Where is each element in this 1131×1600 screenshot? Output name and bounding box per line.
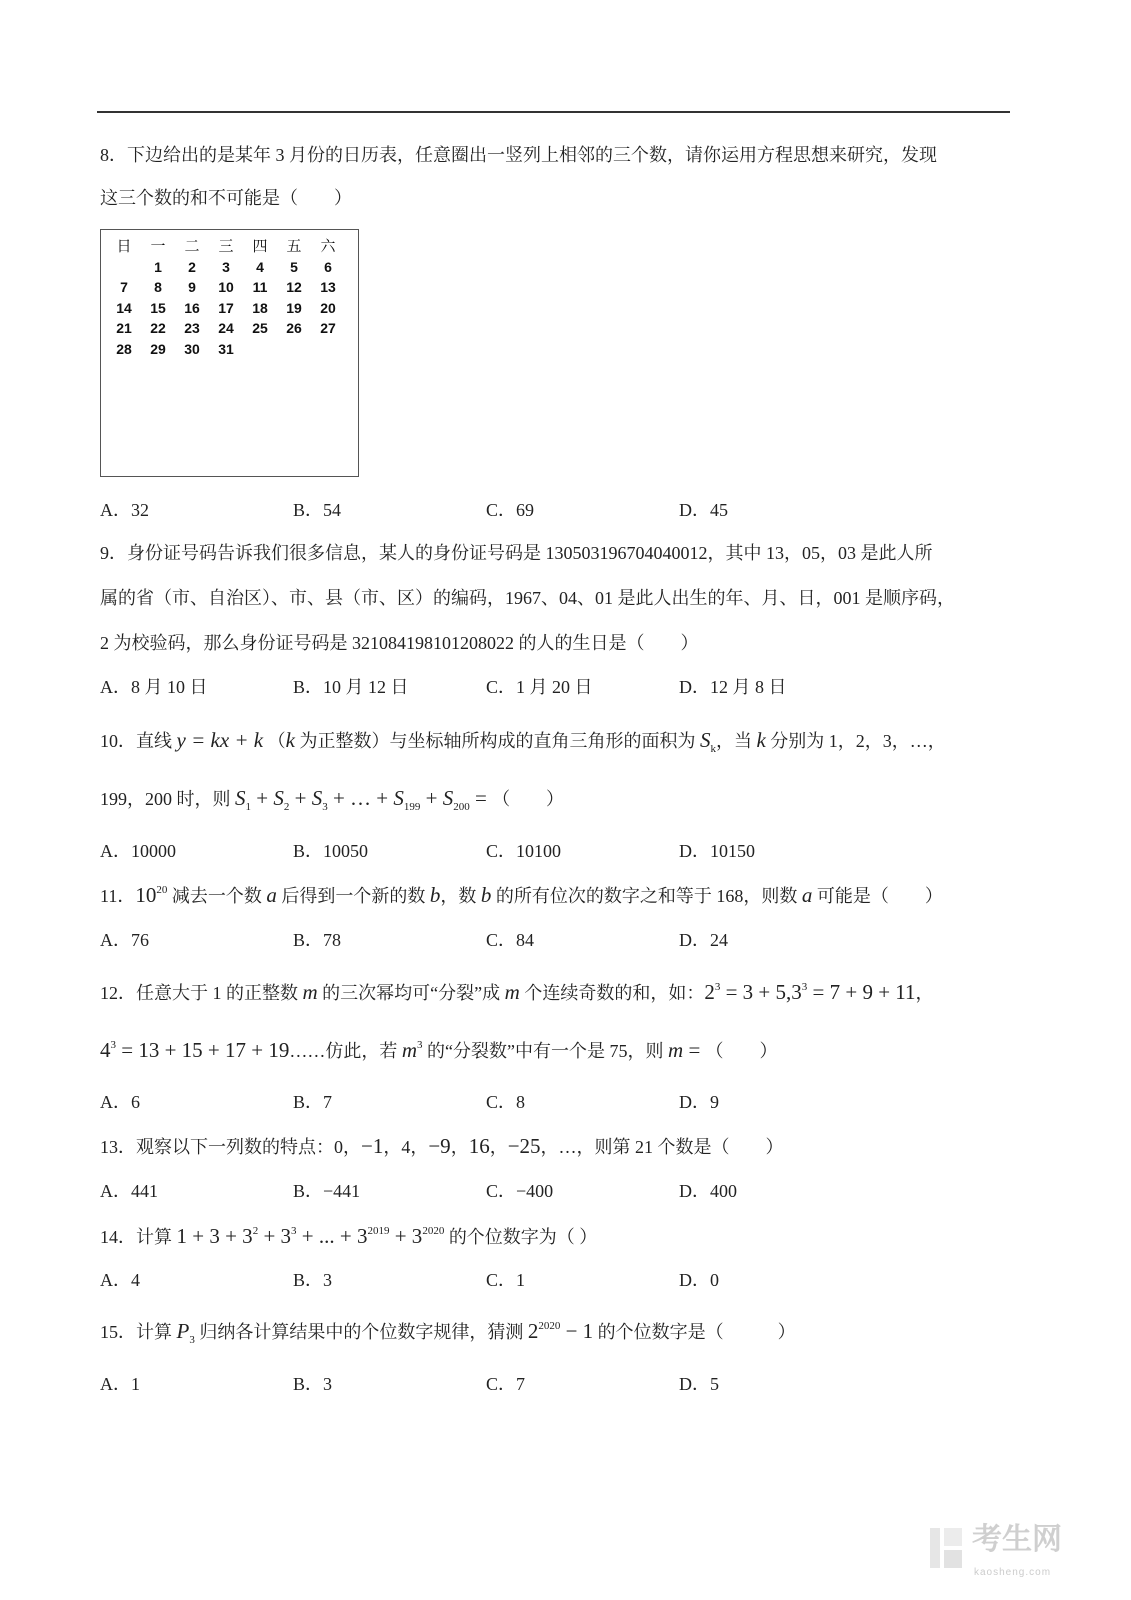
math-expression: + [251, 786, 274, 810]
question-text: 后得到一个新的数 [276, 886, 430, 906]
option-d: D．45 [679, 500, 728, 520]
math-expression: $S_2$ [273, 786, 290, 813]
question-text: 9．身份证号码告诉我们很多信息，某人的身份证号码是 130503196704040012，其中 13，05，03 是此人所 [100, 543, 933, 563]
option-d: D．400 [679, 1181, 737, 1201]
calendar-day: 24 [218, 320, 234, 337]
calendar-day: 28 [116, 340, 132, 357]
math-expression: m [668, 1038, 684, 1062]
option-b: B．54 [293, 500, 342, 520]
question-12-line [100, 980, 934, 1005]
question-text: ， [915, 983, 934, 1003]
math-expression: $S_3$ [311, 786, 328, 813]
question-text: ，4， [383, 1137, 429, 1157]
question-text: 11． [100, 886, 136, 906]
option-b: B．10050 [293, 841, 369, 861]
question-text: 减去一个数 [167, 886, 267, 906]
math-expression: b [429, 883, 441, 907]
question-text: 2 为校验码，那么身份证号码是 321084198101208022 的人的生日是（ ） [100, 633, 699, 653]
calendar-day: 31 [218, 340, 234, 357]
math-expression: −9 [428, 1134, 451, 1158]
math-expression: 16 [468, 1134, 490, 1158]
math-expression: $S_{200}$ [442, 786, 470, 813]
watermark-url: kaosheng.com [974, 1567, 1052, 1578]
calendar-day: 23 [184, 320, 200, 337]
option-a: A．4 [100, 1270, 140, 1290]
option-c: C．1 月 20 日 [486, 677, 593, 697]
math-expression: m [302, 980, 318, 1004]
question-text: 14．计算 [100, 1227, 177, 1247]
calendar-day: 12 [286, 279, 302, 296]
option-a: A．1 [100, 1374, 140, 1394]
calendar-day: 17 [218, 299, 234, 316]
question-text: 的个位数字是（ ） [593, 1322, 796, 1342]
question-text: ，…，则第 21 个数是（ ） [540, 1137, 784, 1157]
superscript: 2019 [367, 1225, 390, 1237]
question-text: 可能是（ ） [812, 886, 943, 906]
math-expression: k [285, 728, 295, 752]
option-d: D．9 [679, 1092, 719, 1112]
math-expression: $P_3$ [176, 1319, 195, 1346]
option-c: C．1 [486, 1270, 526, 1290]
subscript: 3 [189, 1334, 195, 1346]
question-8-line [100, 186, 352, 210]
subscript: 1 [245, 801, 251, 813]
calendar-day: 8 [154, 279, 162, 296]
option-b: B．78 [293, 930, 342, 950]
math-expression: $2^{2020}$ [527, 1319, 561, 1343]
calendar-weekday: 一 [150, 237, 166, 255]
calendar-day: 10 [218, 279, 234, 296]
calendar-day: 7 [120, 279, 128, 296]
superscript: 2020 [422, 1225, 445, 1237]
question-11-line [100, 883, 943, 908]
calendar-day: 18 [252, 299, 268, 316]
calendar-weekday: 二 [184, 237, 200, 255]
question-text: ， [489, 1137, 508, 1157]
option-a: A．10000 [100, 841, 176, 861]
option-b: B．3 [293, 1374, 333, 1394]
question-13-line [100, 1134, 784, 1159]
option-d: D．10150 [679, 841, 755, 861]
calendar-day: 20 [320, 299, 336, 316]
math-expression: a [266, 883, 277, 907]
superscript: 3 [801, 981, 808, 993]
math-expression: + [289, 786, 312, 810]
question-text: （ ） [705, 1041, 778, 1061]
calendar-day: 15 [150, 299, 166, 316]
calendar-day [311, 339, 345, 360]
superscript: 2020 [538, 1320, 561, 1332]
superscript: 3 [110, 1039, 116, 1051]
calendar-table [100, 229, 359, 477]
question-text: ， [450, 1137, 469, 1157]
math-expression: −25 [507, 1134, 541, 1158]
question-10-line [100, 728, 946, 753]
question-text: （ ） [492, 789, 565, 809]
question-text: 归纳各计算结果中的个位数字规律，猜测 [194, 1322, 528, 1342]
option-a: A．441 [100, 1181, 158, 1201]
question-text: 的个位数字为（ ） [444, 1227, 598, 1247]
question-text: 为正整数）与坐标轴所构成的直角三角形的面积为 [294, 731, 700, 751]
math-expression: $2^3$ [704, 980, 721, 1004]
math-expression: + [420, 786, 443, 810]
question-text: 属的省（市、自治区）、市、县（市、区）的编码，1967、04、01 是此人出生的年、月、日，001 是顺序码， [100, 588, 955, 608]
calendar-day: 26 [286, 320, 302, 337]
question-text: ，数 [440, 886, 481, 906]
calendar-day: 4 [256, 258, 264, 275]
math-expression: y = kx + k [176, 728, 264, 752]
calendar-day [243, 339, 277, 360]
logo-icon [928, 1526, 964, 1570]
calendar-day: 11 [252, 279, 268, 296]
question-text: 的所有位次的数字之和等于 168，则数 [491, 886, 802, 906]
option-b: B．3 [293, 1270, 333, 1290]
option-b: B．−441 [293, 1181, 361, 1201]
math-expression: $m^3$ [401, 1038, 423, 1062]
math-expression: $S_{199}$ [393, 786, 421, 813]
question-text: 13．观察以下一列数的特点：0， [100, 1137, 361, 1157]
option-a: A．32 [100, 500, 149, 520]
math-expression: $10^{20}$ [135, 883, 168, 907]
superscript: 20 [156, 884, 168, 896]
calendar-day: 27 [320, 320, 336, 337]
calendar-grid [107, 236, 345, 360]
calendar-weekday: 五 [286, 237, 302, 255]
option-d: D．24 [679, 930, 728, 950]
question-text: ……仿此，若 [289, 1041, 402, 1061]
option-c: C．7 [486, 1374, 526, 1394]
question-14-line [100, 1224, 597, 1249]
calendar-weekday: 三 [218, 237, 234, 255]
option-a: A．76 [100, 930, 149, 950]
math-expression [367, 1224, 389, 1248]
calendar-day: 30 [184, 340, 200, 357]
calendar-day: 21 [116, 320, 132, 337]
question-12-line [100, 1038, 778, 1063]
calendar-day: 5 [290, 258, 298, 275]
calendar-day: 22 [150, 320, 166, 337]
header-rule [97, 111, 1010, 113]
watermark-logo [928, 1522, 1098, 1586]
calendar-day [107, 257, 141, 278]
math-expression: $S_k$ [699, 728, 716, 755]
math-expression [422, 1224, 444, 1248]
math-expression: − 1 [560, 1319, 594, 1343]
superscript: 3 [714, 981, 721, 993]
subscript: 200 [453, 801, 470, 813]
math-expression: + ... + 3 [296, 1224, 368, 1248]
question-text: 15．计算 [100, 1322, 177, 1342]
math-expression: = [469, 786, 493, 810]
math-expression: k [756, 728, 766, 752]
option-c: C．10100 [486, 841, 562, 861]
calendar-day: 25 [252, 320, 268, 337]
subscript: 2 [283, 801, 290, 813]
option-c: C．69 [486, 500, 535, 520]
question-10-line [100, 786, 564, 811]
question-9-line [100, 541, 933, 565]
option-c: C．−400 [486, 1181, 554, 1201]
calendar-day: 14 [116, 299, 132, 316]
option-a: A．8 月 10 日 [100, 677, 208, 697]
question-text: 199，200 时，则 [100, 789, 235, 809]
option-c: C．84 [486, 930, 535, 950]
option-d: D．0 [679, 1270, 719, 1290]
math-expression: = 3 + 5,3 [720, 980, 802, 1004]
calendar-weekday: 六 [320, 237, 336, 255]
option-c: C．8 [486, 1092, 526, 1112]
math-expression: 1 + 3 + 3 [176, 1224, 253, 1248]
subscript: k [710, 743, 716, 755]
question-text: （ [263, 731, 286, 751]
question-text: 10．直线 [100, 731, 177, 751]
calendar-weekday: 四 [252, 237, 268, 255]
math-expression: = 13 + 15 + 17 + 19 [116, 1038, 290, 1062]
subscript: 3 [322, 801, 328, 813]
calendar-day: 16 [184, 299, 200, 316]
calendar-day: 13 [320, 279, 336, 296]
calendar-day: 2 [188, 258, 196, 275]
math-expression: $4^3$ [100, 1038, 116, 1062]
calendar-day: 3 [222, 258, 230, 275]
question-9-line [100, 586, 955, 610]
calendar-day: 6 [324, 258, 332, 275]
math-expression: + … + [327, 786, 394, 810]
question-9-line [100, 631, 699, 655]
subscript: 199 [403, 801, 421, 813]
option-a: A．6 [100, 1092, 140, 1112]
question-text: ，当 [715, 731, 757, 751]
question-8-line [100, 143, 937, 167]
question-text: 8．下边给出的是某年 3 月份的日历表，任意圈出一竖列上相邻的三个数，请你运用方程思想来研究，发现 [100, 145, 937, 165]
superscript: 3 [417, 1039, 423, 1051]
math-expression: $S_1$ [235, 786, 251, 813]
superscript: 3 [291, 1225, 297, 1237]
option-d: D．5 [679, 1374, 719, 1394]
question-text: 个连续奇数的和，如： [519, 983, 705, 1003]
math-expression: m [504, 980, 520, 1004]
math-expression: −1 [361, 1134, 384, 1158]
option-b: B．7 [293, 1092, 333, 1112]
math-expression: = [683, 1038, 706, 1062]
math-expression: + 3 [258, 1224, 292, 1248]
math-expression: a [801, 883, 813, 907]
calendar-day: 29 [150, 340, 166, 357]
question-text: 分别为 1，2，3，…， [765, 731, 946, 751]
calendar-day: 9 [188, 279, 196, 296]
calendar-day: 19 [286, 299, 302, 316]
math-expression: + 3 [389, 1224, 423, 1248]
option-d: D．12 月 8 日 [679, 677, 787, 697]
calendar-weekday: 日 [116, 237, 132, 255]
option-b: B．10 月 12 日 [293, 677, 409, 697]
math-expression: = 7 + 9 + 11 [807, 980, 916, 1004]
question-15-line [100, 1319, 796, 1344]
question-text: 12．任意大于 1 的正整数 [100, 983, 303, 1003]
watermark-name: 考生网 [972, 1522, 1062, 1557]
calendar-day [277, 339, 311, 360]
question-text: 的三次幂均可“分裂”成 [317, 983, 505, 1003]
question-text: 的“分裂数”中有一个是 75，则 [422, 1041, 669, 1061]
question-text: 这三个数的和不可能是（ ） [100, 188, 352, 208]
math-expression: b [480, 883, 492, 907]
calendar-day: 1 [154, 258, 162, 275]
superscript: 2 [252, 1225, 259, 1237]
